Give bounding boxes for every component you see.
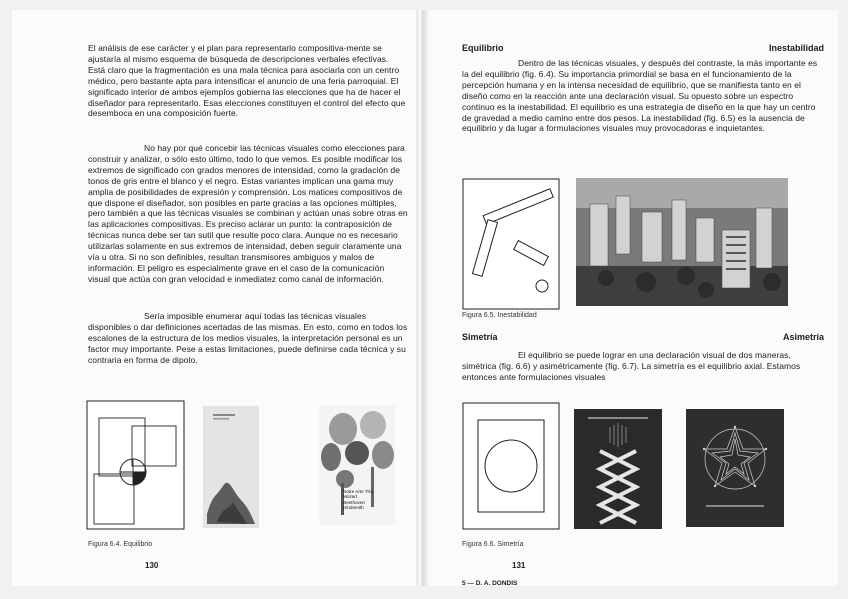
symmetry-diagram-figure <box>462 402 560 530</box>
heading-asimetria: Asimetría <box>782 332 824 342</box>
instability-diagram <box>462 178 560 310</box>
poster-line-1: Mozart <box>343 494 358 500</box>
star-poster-figure <box>686 409 784 527</box>
page-number-right: 131 <box>512 561 526 570</box>
equilibrium-diagram <box>86 400 185 530</box>
gray-poster-figure <box>203 406 259 528</box>
heading-inestabilidad: Inestabilidad <box>768 43 824 53</box>
symmetry-diagram <box>462 402 560 530</box>
heading-equilibrio: Equilibrio <box>462 43 504 53</box>
helix-poster <box>574 409 662 529</box>
concert-poster-figure <box>319 405 395 525</box>
gray-poster <box>203 406 259 528</box>
poster-title: Notre Arte Trío <box>343 489 373 494</box>
concert-poster-text <box>343 489 373 511</box>
figure-caption-6-4: Figura 6.4. Equilibrio <box>88 541 153 548</box>
poster-line-3: Hindemith <box>343 505 364 511</box>
footer-credit: 5 — D. A. DONDIS <box>462 580 518 587</box>
equilibrium-diagram-figure <box>86 400 185 530</box>
city-photo <box>576 178 788 306</box>
poster-line-2: Beethoven <box>343 499 365 505</box>
right-paragraph-1: Dentro de las técnicas visuales, y después del contraste, la más importante es la del equilibrio (fig. 6.4). Su importancia primordial se basa en el funcionamiento de la percepción humana y en la intensa necesidad de equilibrio, que se manifiesta tanto en el diseño como en la reacción ante una declaración visual. Su opuesto sobre un espectro continuo es la inestabilidad. El equilibrio es una estrategia de diseño en la que hay un centro de gravedad a medio camino entre dos pesos. La inestabilidad (fig. 6.5) es la ausencia de equilibrio y da lugar a formulaciones visuales muy provocadoras e inquietantes. <box>462 58 818 134</box>
star-poster <box>686 409 784 527</box>
page-number-left: 130 <box>145 561 159 570</box>
city-photo-figure <box>576 178 788 306</box>
book-gutter <box>416 10 428 586</box>
right-paragraph-2: El equilibrio se puede lograr en una declaración visual de dos maneras, simétrica (fig. 6.6) y asimétricamente (fig. 6.7). La simetría es el equilibrio axial. Estamos entonces ante formulaciones visuales <box>462 350 801 382</box>
helix-poster-figure <box>574 409 662 529</box>
instability-diagram-figure <box>462 178 560 310</box>
figure-caption-6-6: Figura 6.6. Simetría <box>462 541 524 548</box>
heading-simetria: Simetría <box>462 332 498 342</box>
left-page <box>12 10 416 586</box>
left-paragraph-3: Sería imposible enumerar aquí todas las técnicas visuales disponibles o dar definiciones acertadas de las mismas. En esto, como en todos los escalones de la estructura de los medios visuales, la interpretación personal es un factor muy importante. Pese a estas limitaciones, puede definirse cada técnica y su contraria en forma de dipolo. <box>88 311 408 365</box>
left-paragraph-1: El análisis de ese carácter y el plan para representarlo compositiva-mente se ajustaría al mismo esquema de búsqueda de descripciones verbales efectivas. Está claro que la fragmentación es una mala técnica para asociarla con un centro médico, pero bastante apta para intensificar el anuncio de una feria parroquial. El significado interior de ambos ejemplos gobierna las elecciones que ha de hacer el diseñador para representarlo. Esas elecciones constituyen el control del efecto que desemboca en una composición fuerte. <box>88 43 406 119</box>
left-paragraph-2: No hay por qué concebir las técnicas visuales como elecciones para construir y analizar, o sólo esto último, todo lo que vemos. Es posible modificar los extremos de significado con grados menores de intensidad, como la gradación de tonos de gris entre el blanco y el negro. Estas variantes implican una gama muy amplia de posibilidades de expresión y comprensión. Los matices compositivos de que dispone el diseñador, son posibles en parte gracias a las opciones múltiples, pero también a que las técnicas visuales se combinan y actúan unas sobre otras en las aplicaciones compositivas. Es preciso aclarar un punto: la contraposición de técnicas nunca debe ser tan sutil que resulte poco clara. Aunque no es necesario utilizarlas solamente en sus extremos de intensidad, deben seguir claramente una vía u otra. Si no son definibles, resultan transmisores ambiguos y malos de información. El peligro es especialmente grave en el caso de la comunicación visual que actúa con gran velocidad e inmediatez como canal de información. <box>88 143 408 284</box>
figure-caption-6-5: Figura 6.5. Inestabilidad <box>462 312 537 319</box>
right-page <box>428 10 838 586</box>
